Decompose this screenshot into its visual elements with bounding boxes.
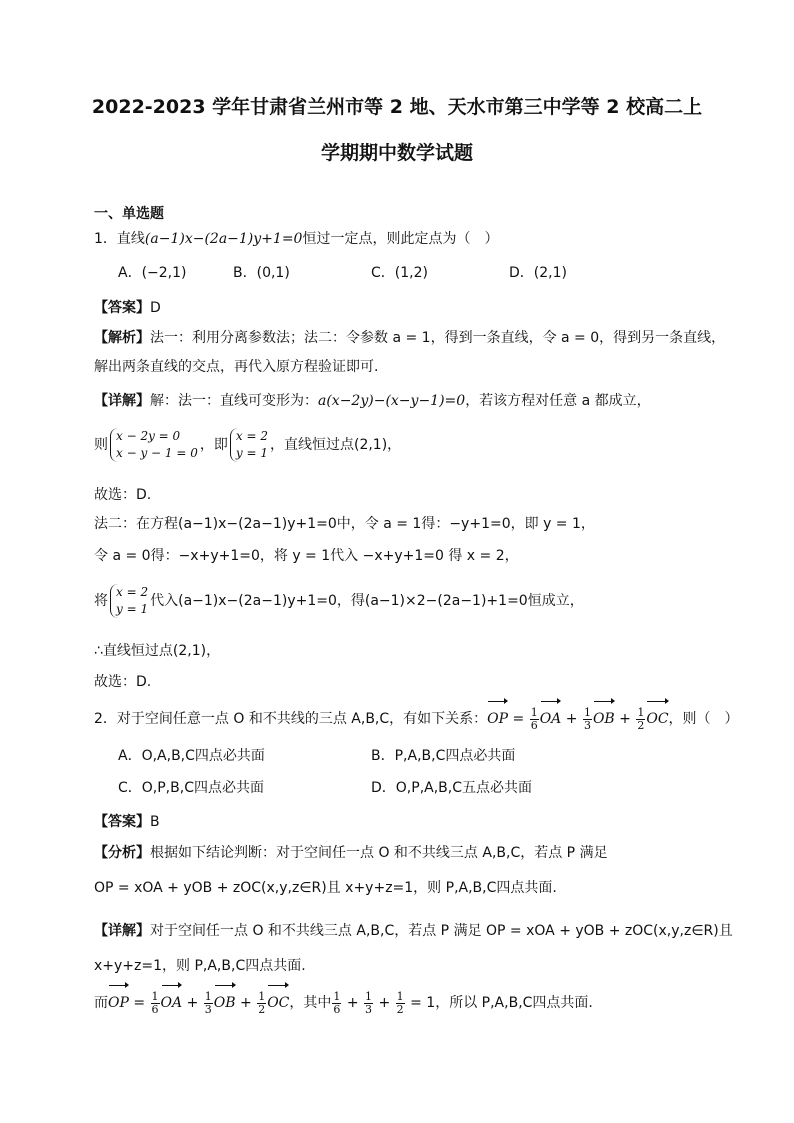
system-row: y = 1 [235, 446, 268, 460]
title-line-1: 2022-2023 学年甘肃省兰州市等 2 地、天水市第三中学等 2 校高二上 [91, 96, 703, 118]
q1-option-c: C．(1,2) [371, 265, 428, 281]
q1-answer [94, 298, 161, 318]
q1-number: 1． [94, 231, 117, 247]
q1-choose-2: 故选：D. [94, 674, 152, 690]
q2-option-a: A．O,A,B,C四点必共面 [118, 748, 265, 764]
detail-text: 则 [94, 437, 108, 453]
q1-stem-pre: 直线 [116, 231, 145, 247]
q1-option-a: A．(−2,1) [118, 265, 187, 281]
fraction-sum: $\frac{1}{6}$ + $\frac{1}{3}$ + $\frac{1}{2}$ = 1 [333, 989, 436, 1016]
answer-value: B [150, 814, 160, 830]
q2-stem [94, 702, 739, 736]
q1-analysis-line-2: 解出两条直线的交点，再代入原方程验证即可. [94, 359, 379, 375]
q1-option-d: D．(2,1) [509, 265, 567, 281]
q2-analysis-line-1 [94, 843, 608, 863]
q2-detail-line-2: x+y+z=1，则 P,A,B,C四点共面. [94, 958, 306, 974]
detail-text: 将 [94, 593, 108, 609]
system-row: x = 2 [116, 585, 149, 599]
detail-text-tail: ，若该方程对任意 a 都成立， [465, 393, 651, 409]
q2-option-c: C．O,P,B,C四点必共面 [118, 780, 264, 796]
title-line-2: 学期期中数学试题 [320, 142, 473, 164]
analysis-label: 【解析】 [94, 330, 150, 346]
document-title [90, 84, 704, 176]
analysis-text: 根据如下结论判断：对于空间任一点 O 和不共线三点 A,B,C，若点 P 满足 [150, 845, 608, 861]
answer-label: 【答案】 [94, 300, 150, 316]
q1-stem [94, 229, 498, 249]
q1-stem-post: 恒过一定点，则此定点为（ ） [302, 231, 499, 247]
q1-detail-line-1 [94, 391, 651, 411]
section-heading: 一、单选题 [94, 206, 164, 222]
detail-text: ，即 [199, 437, 228, 453]
analysis-text: 法一：利用分离参数法；法二：令参数 a = 1，得到一条直线，令 a = 0，得到另一条直线， [150, 330, 726, 346]
q2-option-d: D．O,P,A,B,C五点必共面 [371, 780, 532, 796]
detail-text: ，直线恒过点(2,1)， [269, 437, 402, 453]
q2-analysis-line-2: OP = xOA + yOB + zOC(x,y,z∈R)且 x+y+z=1，则 P,A,B,C四点共面. [94, 880, 557, 896]
answer-value: D [150, 300, 161, 316]
q2-stem-text: 对于空间任意一点 O 和不共线的三点 A,B,C，有如下关系： [116, 711, 488, 727]
detail-equation: a(x−2y)−(x−y−1)=0 [318, 393, 466, 409]
q1-therefore: ∴直线恒过点(2,1)， [94, 643, 221, 659]
answer-label: 【答案】 [94, 814, 150, 830]
system-row: x − y − 1 = 0 [116, 446, 198, 460]
detail-text: 解：法一：直线可变形为： [150, 393, 318, 409]
detail-label: 【详解】 [94, 923, 150, 939]
q2-detail-line-3 [94, 986, 593, 1020]
detail-label: 【详解】 [94, 393, 150, 409]
detail-text: 而 [94, 995, 108, 1011]
q1-analysis-line-1 [94, 328, 725, 348]
q1-option-b: B．(0,1) [233, 265, 290, 281]
system-row: y = 1 [116, 602, 149, 616]
detail-text: 代入(a−1)x−(2a−1)y+1=0，得(a−1)×2−(2a−1)+1=0恒成立， [150, 593, 584, 609]
q1-detail-line-2 [94, 426, 401, 464]
q1-method2-line-3 [94, 582, 584, 620]
system-row: x = 2 [235, 429, 268, 443]
analysis-label: 【分析】 [94, 845, 150, 861]
q1-choose-1: 故选：D. [94, 487, 152, 503]
q1-method2-line-1: 法二：在方程(a−1)x−(2a−1)y+1=0中，令 a = 1得：−y+1=0，即 y = 1， [94, 516, 595, 532]
q2-option-b: B．P,A,B,C四点必共面 [371, 748, 516, 764]
q2-detail-line-1 [94, 921, 733, 941]
detail-text: ，所以 P,A,B,C四点共面. [435, 995, 593, 1011]
q2-answer [94, 812, 160, 832]
q2-vector-relation: OP = $\frac{1}{6}$ OA + $\frac{1}{3}$ OB + $\frac{1}{2}$ OC [487, 711, 668, 727]
equation-system-1 [110, 428, 198, 462]
equation-system-3 [110, 584, 148, 618]
system-row: x − 2y = 0 [116, 429, 181, 443]
q1-method2-line-2: 令 a = 0得：−x+y+1=0，将 y = 1代入 −x+y+1=0 得 x = 2， [94, 548, 519, 564]
equation-system-2 [230, 428, 268, 462]
q2-vector-relation-2: OP = $\frac{1}{6}$ OA + $\frac{1}{3}$ OB + $\frac{1}{2}$ OC [108, 995, 289, 1011]
detail-text: ，其中 [289, 995, 332, 1011]
q1-equation: (a−1)x−(2a−1)y+1=0 [144, 231, 303, 247]
detail-text: 对于空间任一点 O 和不共线三点 A,B,C，若点 P 满足 OP = xOA + yOB + zOC(x,y,z∈R)且 [150, 923, 733, 939]
q2-number: 2． [94, 711, 117, 727]
q2-stem-tail: ，则（ ） [668, 711, 739, 727]
